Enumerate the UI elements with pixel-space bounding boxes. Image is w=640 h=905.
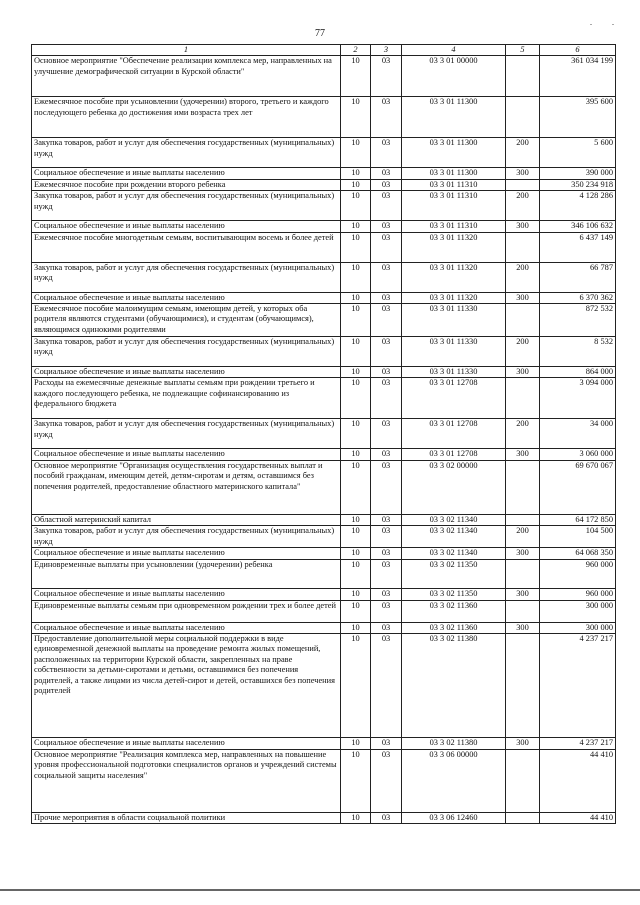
row-target-item-cell: 03 3 02 11360 — [402, 600, 506, 622]
table-body — [32, 56, 616, 824]
row-subsection-cell: 03 — [371, 191, 402, 221]
row-section-cell: 10 — [341, 600, 371, 622]
row-target-item-cell: 03 3 06 12460 — [402, 813, 506, 824]
row-name-cell: Социальное обеспечение и иные выплаты населению — [32, 221, 341, 232]
row-subsection-cell: 03 — [371, 589, 402, 600]
row-subsection-cell: 03 — [371, 262, 402, 292]
row-section-cell: 10 — [341, 589, 371, 600]
table-row — [32, 168, 616, 179]
row-section-cell: 10 — [341, 168, 371, 179]
row-target-item-cell: 03 3 02 11380 — [402, 738, 506, 750]
row-expense-type-cell — [506, 750, 540, 813]
row-section-cell: 10 — [341, 622, 371, 633]
scan-bottom-edge — [0, 889, 640, 891]
row-section-cell: 10 — [341, 750, 371, 813]
row-section-cell: 10 — [341, 419, 371, 449]
row-name-cell: Социальное обеспечение и иные выплаты населению — [32, 367, 341, 378]
row-expense-type-cell: 300 — [506, 168, 540, 179]
row-amount-cell: 3 094 000 — [540, 378, 616, 419]
row-expense-type-cell — [506, 514, 540, 525]
row-name-cell: Закупка товаров, работ и услуг для обеспечения государственных (муниципальных) нужд — [32, 138, 341, 168]
row-target-item-cell: 03 3 01 11320 — [402, 232, 506, 262]
row-subsection-cell: 03 — [371, 514, 402, 525]
table-row — [32, 589, 616, 600]
row-name-cell: Социальное обеспечение и иные выплаты населению — [32, 292, 341, 303]
row-name-cell: Закупка товаров, работ и услуг для обеспечения государственных (муниципальных) нужд — [32, 262, 341, 292]
column-header-expense-type: 5 — [506, 45, 540, 56]
table-row — [32, 622, 616, 633]
row-amount-cell: 64 172 850 — [540, 514, 616, 525]
row-expense-type-cell: 300 — [506, 449, 540, 460]
row-expense-type-cell: 200 — [506, 526, 540, 548]
table-row — [32, 337, 616, 367]
row-expense-type-cell: 300 — [506, 622, 540, 633]
row-subsection-cell: 03 — [371, 56, 402, 97]
row-section-cell: 10 — [341, 191, 371, 221]
row-target-item-cell: 03 3 02 11380 — [402, 634, 506, 738]
row-amount-cell: 34 000 — [540, 419, 616, 449]
table-row — [32, 292, 616, 303]
row-target-item-cell: 03 3 01 11320 — [402, 292, 506, 303]
table-row — [32, 56, 616, 97]
row-section-cell: 10 — [341, 292, 371, 303]
table-row — [32, 813, 616, 824]
row-target-item-cell: 03 3 01 11310 — [402, 191, 506, 221]
row-amount-cell: 350 234 918 — [540, 179, 616, 190]
row-amount-cell: 300 000 — [540, 622, 616, 633]
row-name-cell: Социальное обеспечение и иные выплаты населению — [32, 622, 341, 633]
row-section-cell: 10 — [341, 179, 371, 190]
row-target-item-cell: 03 3 02 11340 — [402, 526, 506, 548]
row-section-cell: 10 — [341, 221, 371, 232]
row-amount-cell: 960 000 — [540, 589, 616, 600]
row-name-cell: Закупка товаров, работ и услуг для обеспечения государственных (муниципальных) нужд — [32, 337, 341, 367]
row-subsection-cell: 03 — [371, 97, 402, 138]
row-subsection-cell: 03 — [371, 634, 402, 738]
row-name-cell: Областной материнский капитал — [32, 514, 341, 525]
table-row — [32, 600, 616, 622]
row-subsection-cell: 03 — [371, 138, 402, 168]
row-subsection-cell: 03 — [371, 232, 402, 262]
scan-speck — [612, 24, 614, 25]
row-name-cell: Основное мероприятие "Организация осуществления государственных выплат и пособий гражданам, имеющим детей, детям-сиротам и детям, оставшимся без попечения родителей, предоставление областного материнского капитала" — [32, 460, 341, 514]
row-amount-cell: 872 532 — [540, 304, 616, 337]
row-section-cell: 10 — [341, 262, 371, 292]
row-amount-cell: 104 500 — [540, 526, 616, 548]
row-section-cell: 10 — [341, 813, 371, 824]
row-name-cell: Социальное обеспечение и иные выплаты населению — [32, 738, 341, 750]
row-subsection-cell: 03 — [371, 526, 402, 548]
row-name-cell: Единовременные выплаты при усыновлении (удочерении) ребенка — [32, 560, 341, 589]
row-expense-type-cell: 200 — [506, 138, 540, 168]
row-amount-cell: 6 437 149 — [540, 232, 616, 262]
budget-table — [31, 44, 616, 824]
row-target-item-cell: 03 3 01 11330 — [402, 304, 506, 337]
row-name-cell: Социальное обеспечение и иные выплаты населению — [32, 449, 341, 460]
row-section-cell: 10 — [341, 449, 371, 460]
row-expense-type-cell: 300 — [506, 589, 540, 600]
row-amount-cell: 4 237 217 — [540, 738, 616, 750]
row-subsection-cell: 03 — [371, 337, 402, 367]
row-subsection-cell: 03 — [371, 738, 402, 750]
row-subsection-cell: 03 — [371, 179, 402, 190]
row-amount-cell: 3 060 000 — [540, 449, 616, 460]
row-expense-type-cell: 300 — [506, 548, 540, 560]
row-name-cell: Социальное обеспечение и иные выплаты населению — [32, 548, 341, 560]
column-header-subsection: 3 — [371, 45, 402, 56]
row-amount-cell: 300 000 — [540, 600, 616, 622]
column-header-name: 1 — [32, 45, 341, 56]
row-expense-type-cell — [506, 232, 540, 262]
row-subsection-cell: 03 — [371, 367, 402, 378]
row-expense-type-cell — [506, 97, 540, 138]
table-row — [32, 378, 616, 419]
row-expense-type-cell: 300 — [506, 738, 540, 750]
row-target-item-cell: 03 3 01 12708 — [402, 449, 506, 460]
row-subsection-cell: 03 — [371, 378, 402, 419]
row-target-item-cell: 03 3 01 11300 — [402, 97, 506, 138]
row-name-cell: Ежемесячное пособие малоимущим семьям, имеющим детей, у которых оба родителя являются студентами (обучающимися), и студентам (обучающимся), являющимся одинокими родителями — [32, 304, 341, 337]
row-amount-cell: 44 410 — [540, 813, 616, 824]
row-section-cell: 10 — [341, 514, 371, 525]
row-section-cell: 10 — [341, 138, 371, 168]
table-row — [32, 419, 616, 449]
table-row — [32, 232, 616, 262]
row-subsection-cell: 03 — [371, 622, 402, 633]
row-amount-cell: 64 068 350 — [540, 548, 616, 560]
row-target-item-cell: 03 3 01 11300 — [402, 138, 506, 168]
row-amount-cell: 361 034 199 — [540, 56, 616, 97]
row-expense-type-cell: 300 — [506, 367, 540, 378]
column-header-amount: 6 — [540, 45, 616, 56]
row-amount-cell: 44 410 — [540, 750, 616, 813]
table-row — [32, 262, 616, 292]
row-amount-cell: 960 000 — [540, 560, 616, 589]
table-row — [32, 560, 616, 589]
row-name-cell: Основное мероприятие "Обеспечение реализации комплекса мер, направленных на улучшение демографической ситуации в Курской области" — [32, 56, 341, 97]
row-target-item-cell: 03 3 01 11320 — [402, 262, 506, 292]
row-name-cell: Социальное обеспечение и иные выплаты населению — [32, 168, 341, 179]
row-expense-type-cell: 200 — [506, 191, 540, 221]
row-target-item-cell: 03 3 01 11300 — [402, 168, 506, 179]
row-subsection-cell: 03 — [371, 292, 402, 303]
row-amount-cell: 4 237 217 — [540, 634, 616, 738]
row-target-item-cell: 03 3 01 11310 — [402, 221, 506, 232]
row-expense-type-cell — [506, 56, 540, 97]
row-subsection-cell: 03 — [371, 600, 402, 622]
row-amount-cell: 346 106 632 — [540, 221, 616, 232]
row-name-cell: Социальное обеспечение и иные выплаты населению — [32, 589, 341, 600]
row-name-cell: Закупка товаров, работ и услуг для обеспечения государственных (муниципальных) нужд — [32, 191, 341, 221]
table-row — [32, 304, 616, 337]
row-amount-cell: 5 600 — [540, 138, 616, 168]
row-target-item-cell: 03 3 02 11360 — [402, 622, 506, 633]
row-amount-cell: 66 787 — [540, 262, 616, 292]
row-name-cell: Закупка товаров, работ и услуг для обеспечения государственных (муниципальных) нужд — [32, 419, 341, 449]
column-header-target-item: 4 — [402, 45, 506, 56]
row-target-item-cell: 03 3 01 11330 — [402, 367, 506, 378]
table-row — [32, 449, 616, 460]
row-target-item-cell: 03 3 02 11350 — [402, 589, 506, 600]
row-name-cell: Прочие мероприятия в области социальной политики — [32, 813, 341, 824]
row-expense-type-cell — [506, 560, 540, 589]
row-name-cell: Ежемесячное пособие при усыновлении (удочерении) второго, третьего и каждого последующего ребенка до достижения ими возраста трех лет — [32, 97, 341, 138]
table-row — [32, 634, 616, 738]
scan-speck — [590, 24, 592, 25]
row-subsection-cell: 03 — [371, 419, 402, 449]
row-target-item-cell: 03 3 02 11350 — [402, 560, 506, 589]
row-target-item-cell: 03 3 01 11310 — [402, 179, 506, 190]
page-number: 77 — [315, 28, 325, 39]
row-target-item-cell: 03 3 01 11330 — [402, 337, 506, 367]
row-expense-type-cell — [506, 378, 540, 419]
row-expense-type-cell — [506, 600, 540, 622]
row-name-cell: Единовременные выплаты семьям при одновременном рождении трех и более детей — [32, 600, 341, 622]
row-section-cell: 10 — [341, 337, 371, 367]
row-name-cell: Предоставление дополнительной меры социальной поддержки в виде единовременной денежной выплаты на проведение ремонта жилых помещений, расположенных на территории Курской области, закрепленных на праве собственности за детьми-сиротами и детьми, оставшимися без попечения родителей, а также лицами из числа детей-сирот и детей, оставшихся без попечения родителей — [32, 634, 341, 738]
row-section-cell: 10 — [341, 378, 371, 419]
row-expense-type-cell: 200 — [506, 419, 540, 449]
table-header-row — [32, 45, 616, 56]
row-section-cell: 10 — [341, 97, 371, 138]
table-row — [32, 367, 616, 378]
row-name-cell: Основное мероприятие "Реализация комплекса мер, направленных на повышение уровня профессиональной подготовки специалистов органов и учреждений системы социальной защиты населения" — [32, 750, 341, 813]
row-expense-type-cell: 300 — [506, 292, 540, 303]
column-header-section: 2 — [341, 45, 371, 56]
row-expense-type-cell — [506, 634, 540, 738]
row-target-item-cell: 03 3 01 00000 — [402, 56, 506, 97]
row-amount-cell: 390 000 — [540, 168, 616, 179]
table-row — [32, 138, 616, 168]
row-amount-cell: 6 370 362 — [540, 292, 616, 303]
row-section-cell: 10 — [341, 367, 371, 378]
row-subsection-cell: 03 — [371, 750, 402, 813]
row-expense-type-cell: 200 — [506, 337, 540, 367]
row-target-item-cell: 03 3 02 11340 — [402, 548, 506, 560]
row-section-cell: 10 — [341, 560, 371, 589]
row-section-cell: 10 — [341, 56, 371, 97]
row-section-cell: 10 — [341, 548, 371, 560]
row-target-item-cell: 03 3 01 12708 — [402, 419, 506, 449]
row-section-cell: 10 — [341, 460, 371, 514]
table-row — [32, 191, 616, 221]
row-amount-cell: 395 600 — [540, 97, 616, 138]
row-subsection-cell: 03 — [371, 304, 402, 337]
row-name-cell: Ежемесячное пособие при рождении второго ребенка — [32, 179, 341, 190]
row-subsection-cell: 03 — [371, 168, 402, 179]
row-name-cell: Расходы на ежемесячные денежные выплаты семьям при рождении третьего и каждого последующего ребенка, не подлежащие софинансированию из федерального бюджета — [32, 378, 341, 419]
row-subsection-cell: 03 — [371, 221, 402, 232]
row-expense-type-cell — [506, 179, 540, 190]
row-section-cell: 10 — [341, 634, 371, 738]
row-amount-cell: 69 670 067 — [540, 460, 616, 514]
row-subsection-cell: 03 — [371, 813, 402, 824]
row-section-cell: 10 — [341, 526, 371, 548]
row-target-item-cell: 03 3 02 00000 — [402, 460, 506, 514]
row-section-cell: 10 — [341, 232, 371, 262]
row-subsection-cell: 03 — [371, 460, 402, 514]
row-subsection-cell: 03 — [371, 449, 402, 460]
row-expense-type-cell — [506, 460, 540, 514]
row-target-item-cell: 03 3 02 11340 — [402, 514, 506, 525]
row-expense-type-cell: 200 — [506, 262, 540, 292]
table-row — [32, 460, 616, 514]
table-row — [32, 738, 616, 750]
row-subsection-cell: 03 — [371, 560, 402, 589]
row-section-cell: 10 — [341, 304, 371, 337]
row-amount-cell: 4 128 286 — [540, 191, 616, 221]
row-target-item-cell: 03 3 01 12708 — [402, 378, 506, 419]
row-name-cell: Ежемесячное пособие многодетным семьям, воспитывающим восемь и более детей — [32, 232, 341, 262]
row-target-item-cell: 03 3 06 00000 — [402, 750, 506, 813]
table-row — [32, 514, 616, 525]
row-amount-cell: 864 000 — [540, 367, 616, 378]
table-row — [32, 750, 616, 813]
row-expense-type-cell — [506, 813, 540, 824]
row-section-cell: 10 — [341, 738, 371, 750]
table-row — [32, 97, 616, 138]
row-name-cell: Закупка товаров, работ и услуг для обеспечения государственных (муниципальных) нужд — [32, 526, 341, 548]
row-expense-type-cell — [506, 304, 540, 337]
table-row — [32, 221, 616, 232]
table-row — [32, 179, 616, 190]
row-amount-cell: 8 532 — [540, 337, 616, 367]
table-row — [32, 526, 616, 548]
row-subsection-cell: 03 — [371, 548, 402, 560]
table-row — [32, 548, 616, 560]
row-expense-type-cell: 300 — [506, 221, 540, 232]
